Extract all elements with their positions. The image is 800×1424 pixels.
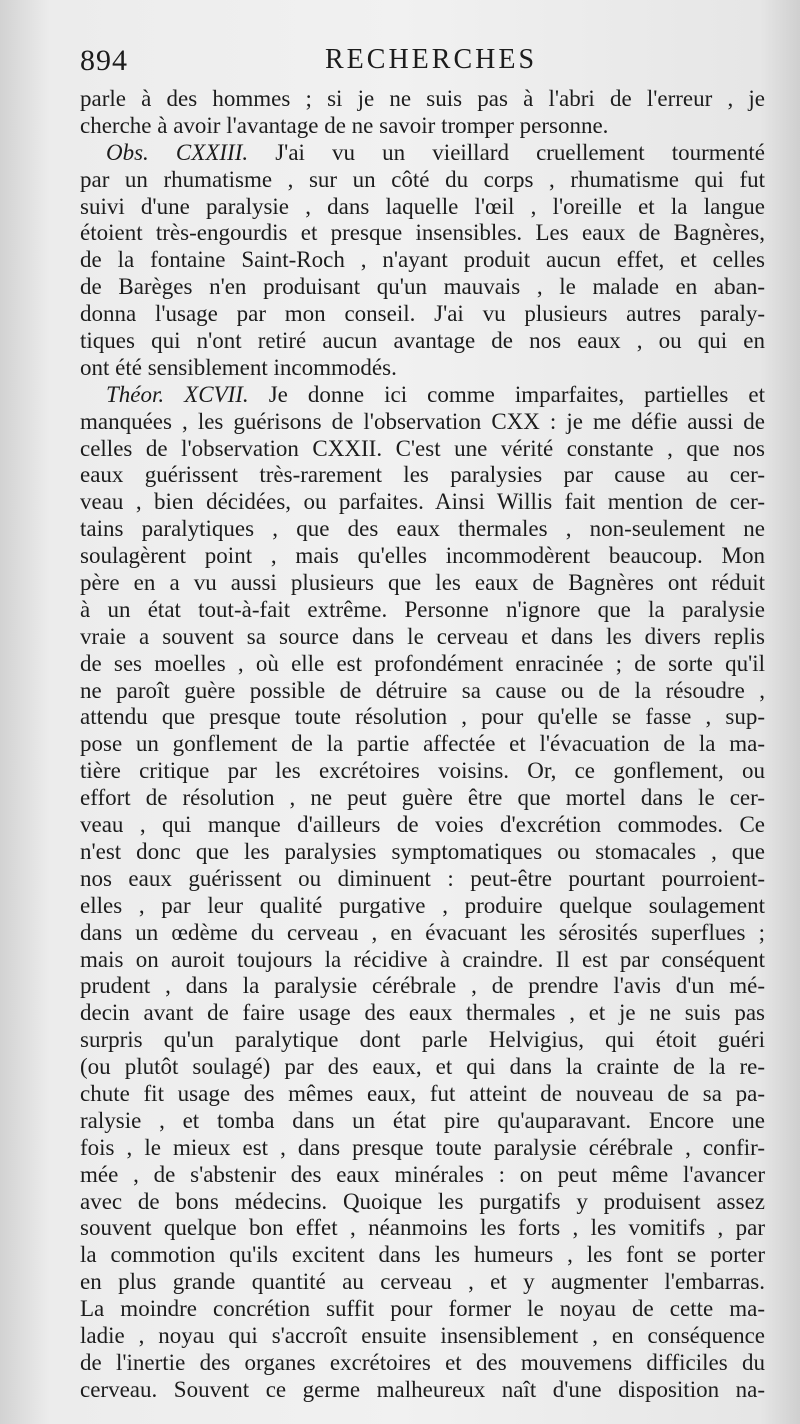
text-line: étoient très-engourdis et presque insensibles. Les eaux de Bagnères,: [80, 220, 765, 246]
text-line: dans un œdème du cerveau , en évacuant les sérosités superflues ;: [80, 919, 765, 945]
text-line: celles de l'observation CXXII. C'est une vérité constante , que nos: [80, 435, 765, 461]
text-fragment: J'ai vu un vieillard cruellement tourmenté: [275, 139, 765, 165]
text-line: n'est donc que les paralysies symptomatiques ou stomacales , que: [80, 838, 765, 864]
body-text: [80, 86, 765, 1404]
text-line: surpris qu'un paralytique dont parle Helvigius, qui étoit guéri: [80, 1027, 765, 1053]
text-line: nos eaux guérissent ou diminuent : peut-être pourtant pourroient-: [80, 865, 765, 891]
text-line: veau , qui manque d'ailleurs de voies d'excrétion commodes. Ce: [80, 812, 765, 838]
text-line: de Barèges n'en produisant qu'un mauvais , le malade en aban-: [80, 274, 765, 300]
text-line: ont été sensiblement incommodés.: [80, 354, 397, 380]
text-line: vraie a souvent sa source dans le cerveau et dans les divers replis: [80, 623, 765, 649]
text-line: tiques qui n'ont retiré aucun avantage de nos eaux , ou qui en: [80, 328, 765, 354]
text-line: chute fit usage des mêmes eaux, fut atteint de nouveau de sa pa-: [80, 1080, 765, 1106]
text-line: cherche à avoir l'avantage de ne savoir tromper personne.: [80, 112, 609, 138]
text-line: prudent , dans la paralysie cérébrale , de prendre l'avis d'un mé-: [80, 973, 765, 999]
text-line: La moindre concrétion suffit pour former le noyau de cette ma-: [80, 1296, 765, 1322]
text-line: eaux guérissent très-rarement les paralysies par cause au cer-: [80, 462, 765, 488]
text-line: avec de bons médecins. Quoique les purgatifs y produisent assez: [80, 1188, 765, 1214]
observation-heading: Obs. CXXIII.: [106, 139, 249, 165]
text-line: de ses moelles , où elle est profondément enracinée ; de sorte qu'il: [80, 650, 765, 676]
text-line: pose un gonflement de la partie affectée et l'évacuation de la ma-: [80, 731, 765, 757]
text-line: fois , le mieux est , dans presque toute paralysie cérébrale , confir-: [80, 1134, 765, 1160]
text-line: souvent quelque bon effet , néanmoins les forts , les vomitifs , par: [80, 1215, 765, 1241]
text-line: en plus grande quantité au cerveau , et y augmenter l'embarras.: [80, 1269, 765, 1295]
page-number: 894: [80, 44, 128, 77]
text-line: decin avant de faire usage des eaux thermales , et je ne suis pas: [80, 1000, 765, 1026]
text-line: parle à des hommes ; si je ne suis pas à l'abri de l'erreur , je: [80, 86, 765, 111]
text-line: suivi d'une paralysie , dans laquelle l'œil , l'oreille et la langue: [80, 193, 765, 219]
text-line: elles , par leur qualité purgative , produire quelque soulagement: [80, 892, 765, 918]
running-title: RECHERCHES: [325, 44, 538, 75]
text-fragment: Je donne ici comme imparfaites, partielles et: [268, 381, 766, 407]
text-line: la commotion qu'ils excitent dans les humeurs , les font se porter: [80, 1242, 765, 1268]
text-line: de l'inertie des organes excrétoires et des mouvemens difficiles du: [80, 1349, 765, 1375]
text-line: de la fontaine Saint-Roch , n'ayant produit aucun effet, et celles: [80, 247, 765, 273]
text-line: donna l'usage par mon conseil. J'ai vu plusieurs autres paraly-: [80, 301, 765, 327]
text-line: mée , de s'abstenir des eaux minérales : on peut même l'avancer: [80, 1161, 765, 1187]
text-line: mais on auroit toujours la récidive à craindre. Il est par conséquent: [80, 946, 765, 972]
text-line: effort de résolution , ne peut guère être que mortel dans le cer-: [80, 785, 765, 811]
text-line: ralysie , et tomba dans un état pire qu'auparavant. Encore une: [80, 1107, 765, 1133]
text-line: attendu que presque toute résolution , pour qu'elle se fasse , sup-: [80, 704, 765, 730]
text-line: tière critique par les excrétoires voisins. Or, ce gonflement, ou: [80, 758, 765, 784]
page-header: [80, 40, 770, 84]
theory-heading: Théor. XCVII.: [106, 381, 249, 407]
text-line: [80, 140, 765, 167]
text-line: ne paroît guère possible de détruire sa cause ou de la résoudre ,: [80, 677, 765, 703]
text-line: (ou plutôt soulagé) par des eaux, et qui dans la crainte de la re-: [80, 1054, 765, 1080]
text-line: [80, 382, 765, 409]
text-line: par un rhumatisme , sur un côté du corps , rhumatisme qui fut: [80, 166, 765, 192]
text-line: à un état tout-à-fait extrême. Personne n'ignore que la paralysie: [80, 596, 765, 622]
text-line: ladie , noyau qui s'accroît ensuite insensiblement , en conséquence: [80, 1322, 765, 1348]
text-line: manquées , les guérisons de l'observation CXX : je me défie aussi de: [80, 408, 765, 434]
text-line: cerveau. Souvent ce germe malheureux naît d'une disposition na-: [80, 1376, 765, 1402]
text-line: soulagèrent point , mais qu'elles incommodèrent beaucoup. Mon: [80, 543, 765, 569]
text-line: tains paralytiques , que des eaux thermales , non-seulement ne: [80, 516, 765, 542]
text-line: père en a vu aussi plusieurs que les eaux de Bagnères ont réduit: [80, 570, 765, 596]
text-line: veau , bien décidées, ou parfaites. Ainsi Willis fait mention de cer-: [80, 489, 765, 515]
